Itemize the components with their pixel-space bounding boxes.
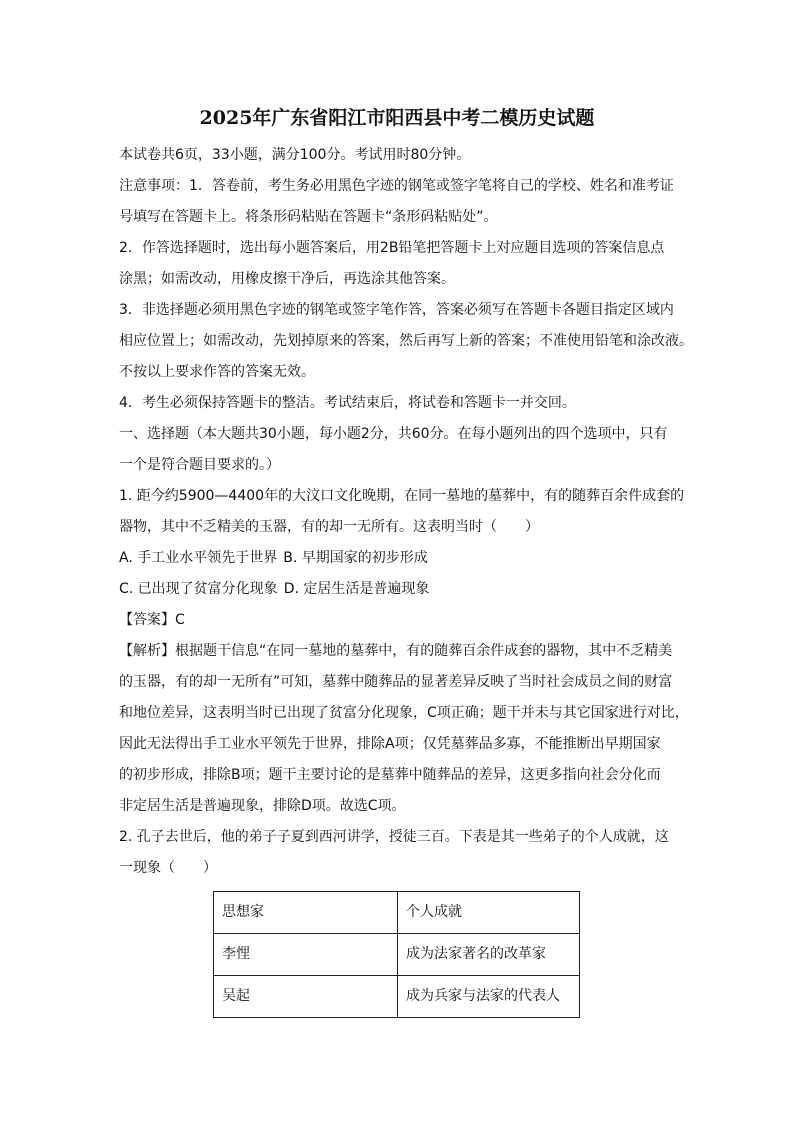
exam-title: 2025年广东省阳江市阳西县中考二模历史试题 xyxy=(199,107,595,129)
question-1-analysis-line-1: 【解析】根据题干信息“在同一墓地的墓葬中，有的随葬百余件成套的器物，其中不乏精美 xyxy=(119,643,673,659)
table-cell: 吴起 xyxy=(214,976,398,1018)
question-1-option-a: A. 手工业水平领先于世界 xyxy=(119,550,278,566)
note-2-line-2: 涂黑；如需改动，用橡皮擦干净后，再选涂其他答案。 xyxy=(119,271,455,287)
question-1-options-cd xyxy=(119,574,677,605)
question-1-stem-line-2: 器物，其中不乏精美的玉器，有的却一无所有。这表明当时（ ） xyxy=(119,519,539,535)
section-heading-line-2: 一个是符合题目要求的。） xyxy=(119,457,280,473)
exam-intro: 本试卷共6页，33小题，满分100分。考试用时80分钟。 xyxy=(119,147,471,163)
question-2-stem-line-1: 2. 孔子去世后，他的弟子子夏到西河讲学，授徒三百。下表是其一些弟子的个人成就，这 xyxy=(119,829,669,845)
section-heading-line-1: 一、选择题（本大题共30小题，每小题2分，共60分。在每小题列出的四个选项中，只有 xyxy=(119,426,668,442)
achievements-table xyxy=(213,891,580,1018)
question-1-analysis-line-4: 因此无法得出手工业水平领先于世界，排除A项；仅凭墓葬品多寡，不能推断出早期国家 xyxy=(119,736,661,752)
table-header-cell: 个人成就 xyxy=(398,892,580,934)
question-1-stem-line-1: 1. 距今约5900—4400年的大汶口文化晚期，在同一墓地的墓葬中，有的随葬百余件成套的 xyxy=(119,488,685,504)
note-2-line-1: 2．作答选择题时，选出每小题答案后，用2B铅笔把答题卡上对应题目选项的答案信息点 xyxy=(119,240,665,256)
note-3-line-2: 相应位置上；如需改动，先划掉原来的答案，然后再写上新的答案；不准使用铅笔和涂改液。 xyxy=(119,333,693,349)
question-1-option-d: D. 定居生活是普遍现象 xyxy=(283,581,430,597)
question-1-options-ab xyxy=(119,543,677,574)
question-1-analysis-line-2: 的玉器，有的却一无所有”可知，墓葬中随葬品的显著差异反映了当时社会成员之间的财富 xyxy=(119,674,673,690)
table-header-row xyxy=(214,892,580,934)
question-1-analysis-line-6: 非定居生活是普遍现象，排除D项。故选C项。 xyxy=(119,798,406,814)
question-1-option-b: B. 早期国家的初步形成 xyxy=(283,550,428,566)
note-3-line-3: 不按以上要求作答的答案无效。 xyxy=(119,364,315,380)
table-cell: 成为兵家与法家的代表人 xyxy=(398,976,580,1018)
table-row xyxy=(214,934,580,976)
question-1-answer: 【答案】C xyxy=(119,612,185,628)
note-4: 4．考生必须保持答题卡的整洁。考试结束后，将试卷和答题卡一并交回。 xyxy=(119,395,576,411)
note-1-line-1: 注意事项：1．答卷前，考生务必用黑色字迹的钢笔或签字笔将自己的学校、姓名和准考证 xyxy=(119,178,674,194)
note-3-line-1: 3．非选择题必须用黑色字迹的钢笔或签字笔作答，答案必须写在答题卡各题目指定区域内 xyxy=(119,302,674,318)
question-2-stem-line-2: 一现象（ ） xyxy=(119,860,217,876)
table-header-cell: 思想家 xyxy=(214,892,398,934)
table-row xyxy=(214,976,580,1018)
question-1-analysis-line-5: 的初步形成，排除B项；题干主要讨论的是墓葬中随葬品的差异，这更多指向社会分化而 xyxy=(119,767,661,783)
question-1-option-c: C. 已出现了贫富分化现象 xyxy=(119,581,278,597)
table-cell: 成为法家著名的改革家 xyxy=(398,934,580,976)
note-1-line-2: 号填写在答题卡上。将条形码粘贴在答题卡“条形码粘贴处”。 xyxy=(119,209,498,225)
question-1-analysis-line-3: 和地位差异，这表明当时已出现了贫富分化现象，C项正确；题干并未与其它国家进行对比， xyxy=(119,705,689,721)
table-cell: 李悝 xyxy=(214,934,398,976)
exam-content xyxy=(119,140,693,1018)
